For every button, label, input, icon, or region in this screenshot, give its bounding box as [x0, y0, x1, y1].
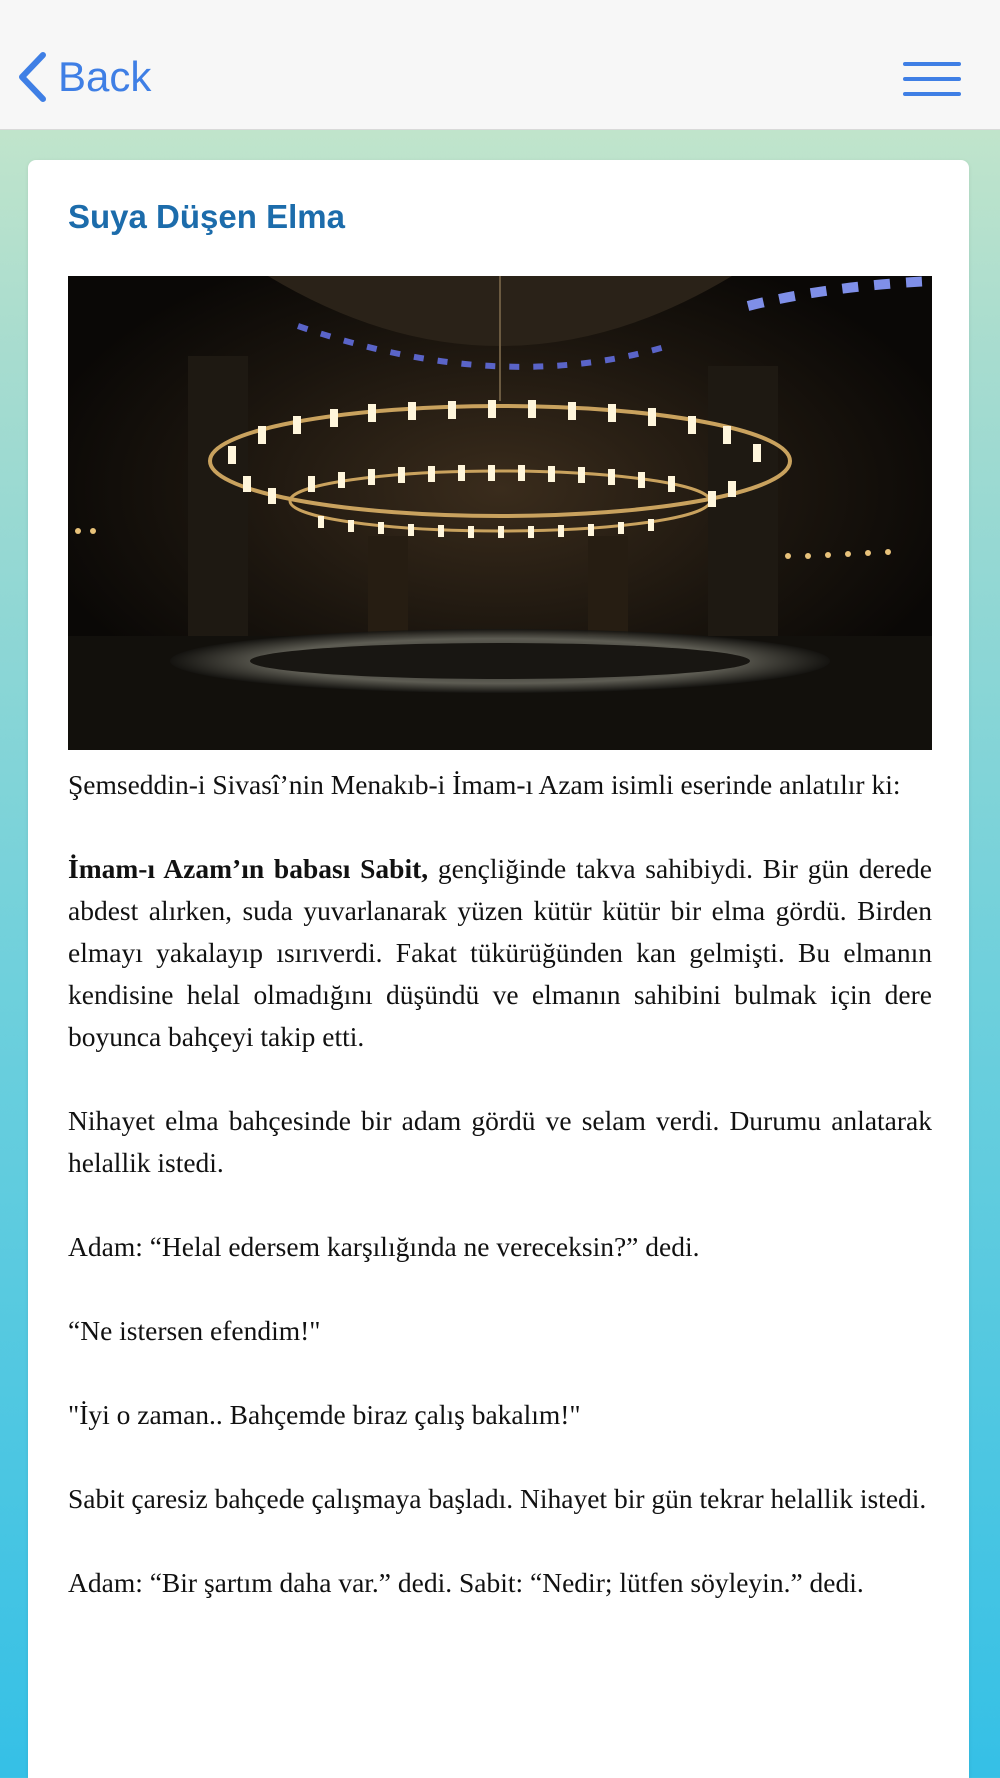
paragraph: İmam-ı Azam’ın babası Sabit, gençliğinde takva sahibiydi. Bir gün derede abdest alırken, suda yuvarlanarak yüzen kütür kütür bir elma gördü. Birden elmayı yakalayıp ısırıverdi. Fakat tükürüğünden kan gelmişti. Bu elmanın kendisine helal olmadığını düşündü ve elmanın sahibini bulmak için dere boyunca bahçeyi takip etti. [68, 853, 932, 1052]
chevron-left-icon [16, 51, 48, 103]
article-image [68, 276, 932, 750]
article-card [28, 160, 969, 1778]
back-label: Back [58, 53, 152, 100]
paragraph: "İyi o zaman.. Bahçemde biraz çalış bakalım!" [68, 1399, 581, 1430]
paragraph: Şemseddin-i Sivasî’nin Menakıb-i İmam-ı Azam isimli eserinde anlatılır ki: [68, 769, 901, 800]
article-title: Suya Düşen Elma [68, 198, 345, 235]
article-body [68, 764, 932, 1646]
back-button[interactable] [16, 48, 151, 106]
paragraph: Adam: “Bir şartım daha var.” dedi. Sabit: “Nedir; lütfen söyleyin.” dedi. [68, 1567, 864, 1598]
paragraph: Adam: “Helal edersem karşılığında ne vereceksin?” dedi. [68, 1231, 700, 1262]
paragraph-bold-lead: İmam-ı Azam’ın babası Sabit, [68, 853, 429, 884]
navigation-bar [0, 0, 1000, 130]
paragraph: Sabit çaresiz bahçede çalışmaya başladı. Nihayet bir gün tekrar helallik istedi. [68, 1483, 927, 1514]
paragraph: Nihayet elma bahçesinde bir adam gördü ve selam verdi. Durumu anlatarak helallik istedi. [68, 1105, 932, 1178]
hamburger-menu-icon[interactable] [903, 62, 963, 98]
paragraph: “Ne istersen efendim!" [68, 1315, 321, 1346]
